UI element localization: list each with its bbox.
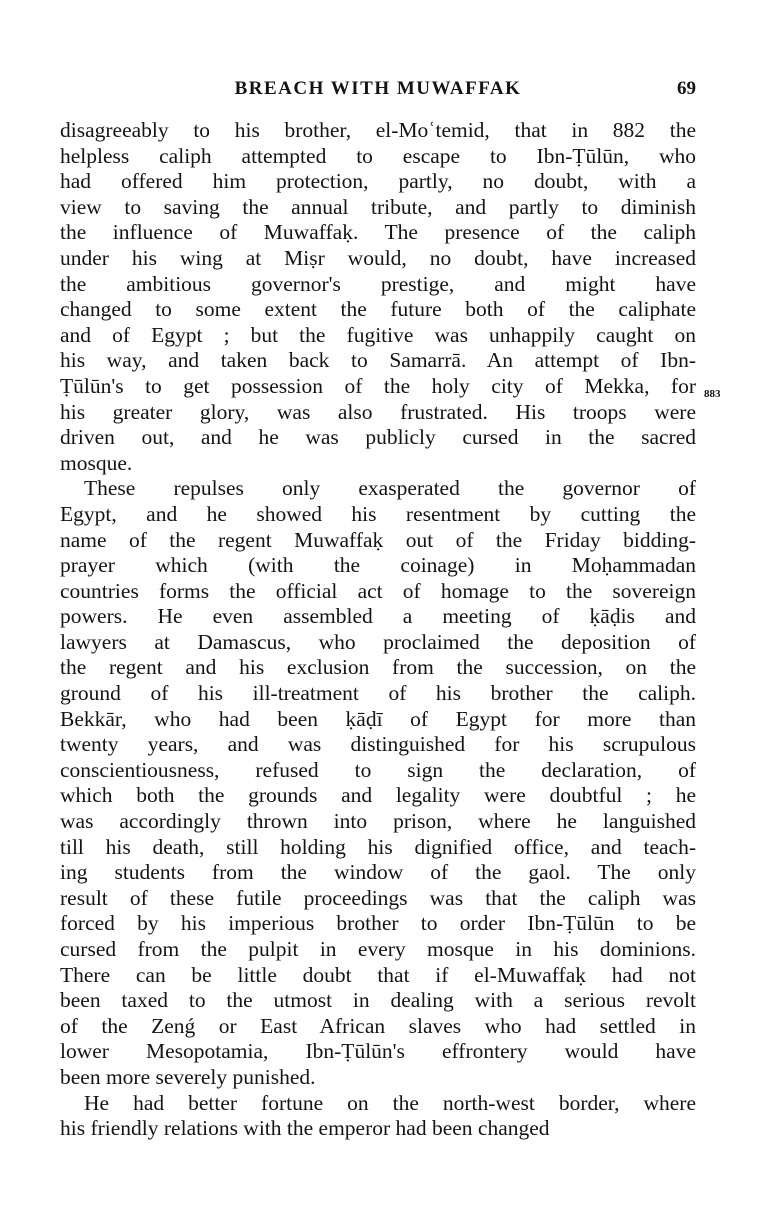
text-line: name of the regent Muwaffaḳ out of the Friday bidding- — [60, 527, 696, 552]
body-text — [60, 118, 696, 1142]
text-line: These repulses only exasperated the governor of — [84, 476, 696, 501]
text-line: the ambitious governor's prestige, and might have — [60, 271, 696, 296]
text-line: of the Zenǵ or East African slaves who had settled in — [60, 1013, 696, 1038]
page-number: 69 — [677, 78, 696, 99]
text-line: the influence of Muwaffaḳ. The presence of the caliph — [60, 220, 696, 245]
text-line: disagreeably to his brother, el-Moʿtemid, that in 882 the — [60, 118, 696, 142]
margin-year-note: 883 — [704, 388, 721, 400]
paragraph — [60, 1091, 696, 1142]
text-line: was accordingly thrown into prison, where he languished — [60, 809, 696, 834]
text-line: ing students from the window of the gaol. The only — [60, 860, 696, 885]
text-line: changed to some extent the future both of the caliphate — [60, 297, 696, 322]
text-line: conscientiousness, refused to sign the declaration, of — [60, 757, 696, 782]
text-line: his greater glory, was also frustrated. His troops were — [60, 399, 696, 424]
running-title: BREACH WITH MUWAFFAK — [234, 78, 522, 99]
text-line: result of these futile proceedings was that the caliph was — [60, 885, 696, 910]
paragraph — [60, 118, 696, 476]
text-line: till his death, still holding his dignified office, and teach- — [60, 834, 696, 859]
text-line: which both the grounds and legality were doubtful ; he — [60, 783, 696, 808]
running-head — [60, 74, 696, 104]
text-line: Ṭūlūn's to get possession of the holy city of Mekka, for — [60, 373, 696, 398]
text-line: prayer which (with the coinage) in Moḥammadan — [60, 553, 696, 578]
text-line: his friendly relations with the emperor had been changed — [60, 1116, 550, 1141]
text-line: his way, and taken back to Samarrā. An attempt of Ibn- — [60, 348, 696, 373]
text-line: driven out, and he was publicly cursed in the sacred — [60, 425, 696, 450]
text-line: He had better fortune on the north-west border, where — [84, 1090, 696, 1115]
text-line: mosque. — [60, 450, 133, 475]
text-line: had offered him protection, partly, no doubt, with a — [60, 169, 696, 194]
text-line: been more severely punished. — [60, 1064, 316, 1089]
text-line: forced by his imperious brother to order Ibn-Ṭūlūn to be — [60, 911, 696, 936]
text-line: lawyers at Damascus, who proclaimed the deposition of — [60, 629, 696, 654]
text-line: twenty years, and was distinguished for his scrupulous — [60, 732, 696, 757]
text-line: Egypt, and he showed his resentment by cutting the — [60, 501, 696, 526]
text-line: powers. He even assembled a meeting of ḳāḍis and — [60, 604, 696, 629]
text-line: There can be little doubt that if el-Muwaffaḳ had not — [60, 962, 696, 987]
text-line: view to saving the annual tribute, and partly to diminish — [60, 194, 696, 219]
text-line: lower Mesopotamia, Ibn-Ṭūlūn's effrontery would have — [60, 1039, 696, 1064]
text-line: ground of his ill-treatment of his brother the caliph. — [60, 681, 696, 706]
text-line: cursed from the pulpit in every mosque in his dominions. — [60, 937, 696, 961]
text-line: and of Egypt ; but the fugitive was unhappily caught on — [60, 322, 696, 347]
text-line: the regent and his exclusion from the succession, on the — [60, 655, 696, 680]
text-line: countries forms the official act of homage to the sovereign — [60, 578, 696, 603]
text-line: helpless caliph attempted to escape to Ibn-Ṭūlūn, who — [60, 143, 696, 168]
text-line: been taxed to the utmost in dealing with a serious revolt — [60, 988, 696, 1013]
text-line: under his wing at Miṣr would, no doubt, have increased — [60, 245, 696, 270]
text-line: Bekkār, who had been ḳāḍī of Egypt for more than — [60, 706, 696, 731]
paragraph — [60, 476, 696, 1090]
